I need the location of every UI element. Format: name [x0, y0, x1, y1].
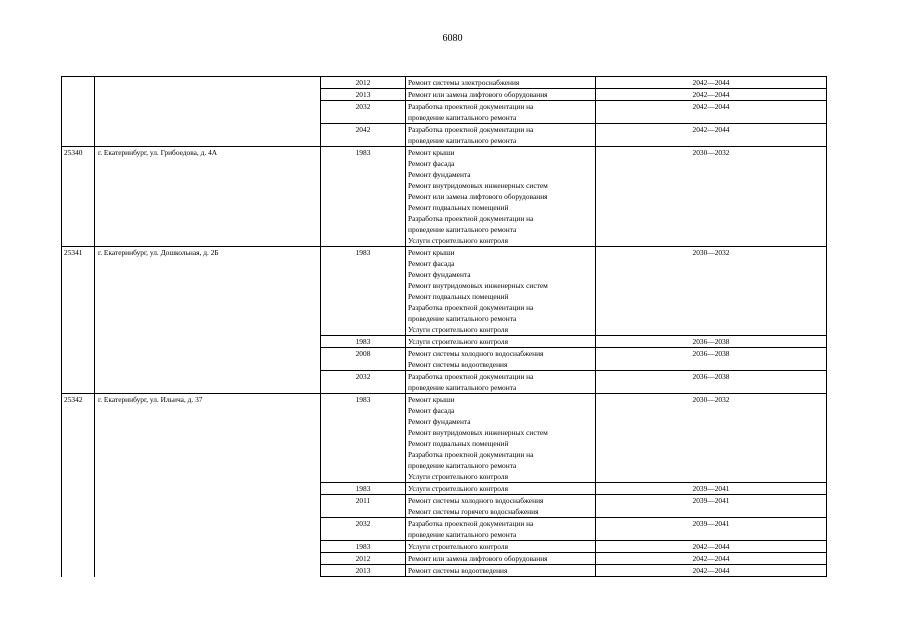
object-id-cell: 25341	[62, 247, 95, 394]
works-cell	[406, 124, 596, 147]
works-cell	[406, 371, 596, 394]
work-item: Услуги строительного контроля	[408, 236, 508, 245]
period-cell: 2030—2032	[596, 394, 827, 483]
work-item: Услуги строительного контроля	[408, 337, 508, 346]
work-item: Услуги строительного контроля	[408, 325, 508, 334]
object-id-cell	[62, 77, 95, 147]
work-item: Разработка проектной документации на	[408, 125, 534, 134]
work-item: проведение капитального ремонта	[408, 113, 517, 122]
works-cell	[406, 565, 596, 577]
works-cell	[406, 541, 596, 553]
year-cell: 2008	[321, 348, 406, 371]
works-cell	[406, 553, 596, 565]
year-cell: 1983	[321, 394, 406, 483]
works-cell	[406, 336, 596, 348]
work-item: Ремонт фасада	[408, 259, 455, 268]
year-cell: 2042	[321, 124, 406, 147]
year-cell: 2012	[321, 553, 406, 565]
address-cell: г. Екатеринбург, ул. Грибоедова, д. 4А	[95, 147, 321, 247]
work-item: Ремонт системы холодного водоснабжения	[408, 349, 544, 358]
period-cell: 2039—2041	[596, 495, 827, 518]
year-cell: 2012	[321, 77, 406, 89]
work-item: Ремонт крыши	[408, 395, 455, 404]
work-item: Разработка проектной документации на	[408, 450, 534, 459]
period-cell: 2042—2044	[596, 565, 827, 577]
year-cell: 1983	[321, 483, 406, 495]
work-item: Ремонт или замена лифтового оборудования	[408, 90, 548, 99]
work-item: Ремонт подвальных помещений	[408, 292, 509, 301]
work-item: проведение капитального ремонта	[408, 461, 517, 470]
year-cell: 1983	[321, 541, 406, 553]
works-cell	[406, 247, 596, 336]
work-item: Ремонт системы горячего водоснабжения	[408, 507, 539, 516]
year-cell: 2032	[321, 518, 406, 541]
year-cell: 1983	[321, 147, 406, 247]
period-cell: 2042—2044	[596, 541, 827, 553]
works-cell	[406, 77, 596, 89]
work-item: Ремонт системы водоотведения	[408, 566, 508, 575]
work-item: проведение капитального ремонта	[408, 530, 517, 539]
works-cell	[406, 348, 596, 371]
work-item: Ремонт системы холодного водоснабжения	[408, 496, 544, 505]
work-item: Ремонт фундамента	[408, 270, 471, 279]
work-item: Разработка проектной документации на	[408, 372, 534, 381]
table-row	[62, 77, 827, 89]
work-item: Ремонт крыши	[408, 248, 455, 257]
table-row	[62, 394, 827, 483]
period-cell: 2042—2044	[596, 77, 827, 89]
work-item: Ремонт системы электроснабжения	[408, 78, 520, 87]
work-item: Услуги строительного контроля	[408, 542, 508, 551]
work-item: Ремонт крыши	[408, 148, 455, 157]
year-cell: 2032	[321, 371, 406, 394]
period-cell: 2039—2041	[596, 518, 827, 541]
period-cell: 2030—2032	[596, 247, 827, 336]
work-item: Ремонт подвальных помещений	[408, 203, 509, 212]
object-id-cell: 25340	[62, 147, 95, 247]
period-cell: 2039—2041	[596, 483, 827, 495]
year-cell: 1983	[321, 336, 406, 348]
works-cell	[406, 147, 596, 247]
address-cell: г. Екатеринбург, ул. Дошкольная, д. 2Б	[95, 247, 321, 394]
work-item: Ремонт подвальных помещений	[408, 439, 509, 448]
table-row	[62, 247, 827, 336]
period-cell: 2042—2044	[596, 553, 827, 565]
works-cell	[406, 518, 596, 541]
works-cell	[406, 495, 596, 518]
works-cell	[406, 89, 596, 101]
works-cell	[406, 101, 596, 124]
work-item: Ремонт внутридомовых инженерных систем	[408, 181, 548, 190]
work-item: Ремонт внутридомовых инженерных систем	[408, 281, 548, 290]
period-cell: 2036—2038	[596, 336, 827, 348]
work-item: Разработка проектной документации на	[408, 519, 534, 528]
address-cell: г. Екатеринбург, ул. Ильича, д. 37	[95, 394, 321, 577]
work-item: Разработка проектной документации на	[408, 214, 534, 223]
period-cell: 2030—2032	[596, 147, 827, 247]
work-item: Услуги строительного контроля	[408, 472, 508, 481]
year-cell: 2011	[321, 495, 406, 518]
period-cell: 2042—2044	[596, 101, 827, 124]
object-id-cell: 25342	[62, 394, 95, 577]
period-cell: 2036—2038	[596, 348, 827, 371]
capital-repair-table	[61, 76, 827, 577]
work-item: Ремонт фасада	[408, 159, 455, 168]
work-item: Услуги строительного контроля	[408, 484, 508, 493]
work-item: Разработка проектной документации на	[408, 303, 534, 312]
work-item: Ремонт фасада	[408, 406, 455, 415]
table-body	[62, 77, 827, 577]
work-item: Разработка проектной документации на	[408, 102, 534, 111]
work-item: Ремонт фундамента	[408, 417, 471, 426]
address-cell	[95, 77, 321, 147]
work-item: Ремонт системы водоотведения	[408, 360, 508, 369]
year-cell: 2032	[321, 101, 406, 124]
works-cell	[406, 483, 596, 495]
work-item: проведение капитального ремонта	[408, 136, 517, 145]
year-cell: 2013	[321, 89, 406, 101]
work-item: Ремонт или замена лифтового оборудования	[408, 554, 548, 563]
table-row	[62, 147, 827, 247]
work-item: проведение капитального ремонта	[408, 225, 517, 234]
work-item: Ремонт или замена лифтового оборудования	[408, 192, 548, 201]
work-item: Ремонт внутридомовых инженерных систем	[408, 428, 548, 437]
work-item: проведение капитального ремонта	[408, 314, 517, 323]
page-number: 6080	[442, 33, 463, 44]
works-cell	[406, 394, 596, 483]
period-cell: 2036—2038	[596, 371, 827, 394]
period-cell: 2042—2044	[596, 89, 827, 101]
year-cell: 2013	[321, 565, 406, 577]
work-item: Ремонт фундамента	[408, 170, 471, 179]
work-item: проведение капитального ремонта	[408, 383, 517, 392]
year-cell: 1983	[321, 247, 406, 336]
period-cell: 2042—2044	[596, 124, 827, 147]
